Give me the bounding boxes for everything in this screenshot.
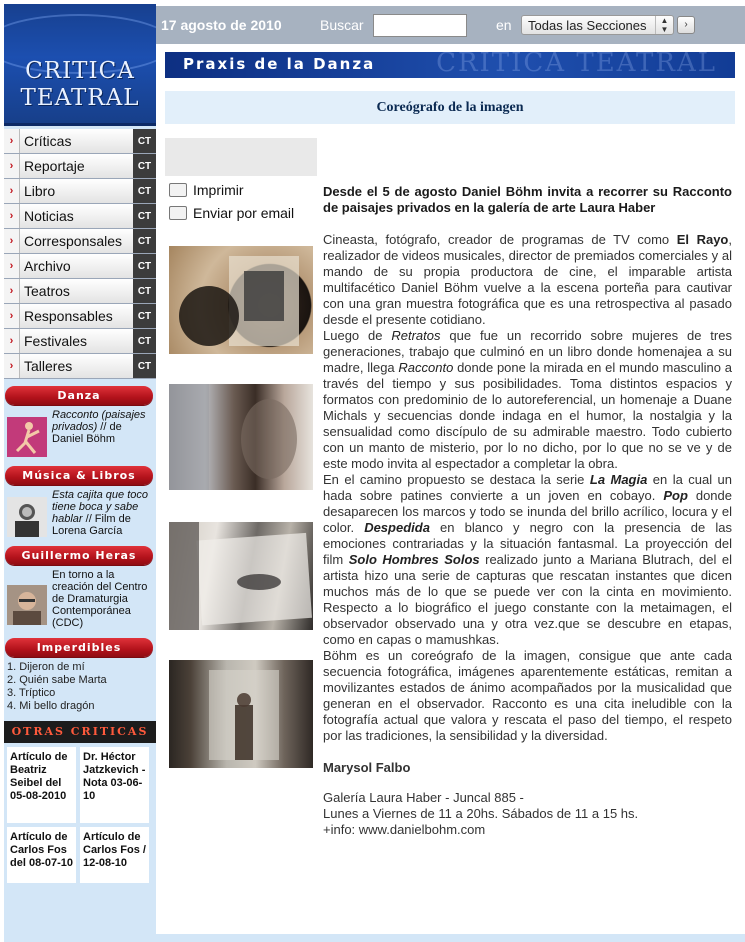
nav-item-label: Reportaje (20, 154, 133, 178)
text-run-bold-italic: Pop (663, 488, 688, 503)
paragraph (323, 328, 732, 472)
imperdibles-list (4, 657, 156, 713)
otras-criticas-link[interactable]: Artículo de Beatriz Seibel del 05-08-2010 (7, 747, 76, 823)
arrow-icon: › (4, 304, 20, 328)
text-run: en la cual un hada sobre patines convierte a un joven en cobayo. (323, 472, 733, 503)
nav-item-corresponsales[interactable] (4, 229, 156, 254)
list-item[interactable]: 3. Tríptico (7, 687, 56, 699)
arrow-icon: › (4, 254, 20, 278)
feature-musica-text[interactable] (52, 489, 154, 537)
section-header-imperdibles[interactable]: Imperdibles (5, 638, 153, 657)
arrow-icon: › (4, 229, 20, 253)
otras-criticas-header: OTRAS CRITICAS (4, 721, 156, 743)
printer-icon (169, 183, 187, 197)
feature-byline: // de Daniel Böhm (52, 421, 122, 445)
footer-strip (156, 934, 745, 942)
feature-musica[interactable] (4, 485, 156, 539)
dancer-thumbnail[interactable] (7, 417, 47, 457)
arrow-icon: › (4, 129, 20, 153)
nav-item-label: Teatros (20, 279, 133, 303)
search-input[interactable] (373, 14, 467, 37)
nav-item-criticas[interactable] (4, 129, 156, 154)
text-run: en blanco y negro con la presencia de las emociones contrariadas y la situación fantasmal. La proyección del film (323, 520, 732, 567)
arrow-icon: › (4, 154, 20, 178)
arrow-icon: › (4, 204, 20, 228)
search-go-button[interactable]: › (677, 16, 695, 34)
nav-item-libro[interactable] (4, 179, 156, 204)
photo-book-lens (169, 246, 313, 354)
ct-badge: CT (133, 354, 156, 378)
nav-item-label: Críticas (20, 129, 133, 153)
nav-item-label: Festivales (20, 329, 133, 353)
feature-danza-text[interactable] (52, 409, 154, 457)
nav-item-festivales[interactable] (4, 329, 156, 354)
ct-badge: CT (133, 179, 156, 203)
otras-criticas-link[interactable]: Artículo de Carlos Fos / 12-08-10 (80, 827, 149, 883)
list-item[interactable]: 1. Dijeron de mí (7, 661, 85, 673)
ct-badge: CT (133, 304, 156, 328)
article-photo-3[interactable] (169, 522, 313, 630)
banner-title: Praxis de la Danza (183, 55, 376, 73)
article-lead: Desde el 5 de agosto Daniel Böhm invita a recorrer su Racconto de paisajes privados en la galería de arte Laura Haber (323, 184, 732, 215)
text-run: que fue un recorrido sobre mujeres de tres generaciones, trabajo que culminó en un libro donde homenajea a su madre, llega (323, 328, 732, 375)
text-run-italic: Racconto (398, 360, 454, 375)
portrait-thumbnail[interactable] (7, 497, 47, 537)
text-run-bold-italic: Solo Hombres Solos (348, 552, 480, 567)
section-header-danza[interactable]: Danza (5, 386, 153, 405)
text-run: En el camino propuesto se destaca la serie (323, 472, 590, 487)
nav-item-reportaje[interactable] (4, 154, 156, 179)
feature-guillermo-text[interactable]: En torno a la creación del Centro de Dramaturgia Contemporánea (CDC) (52, 569, 148, 629)
text-run-bold-italic: La Magia (589, 472, 648, 487)
top-bar (156, 6, 745, 44)
feature-byline: // Film de Lorena García (52, 513, 131, 537)
nav-item-label: Talleres (20, 354, 133, 378)
gallery-hours: Lunes a Viernes de 11 a 20hs. Sábados de 11 a 15 hs. (323, 806, 639, 821)
nav-item-responsables[interactable] (4, 304, 156, 329)
gallery-website[interactable]: +info: www.danielbohm.com (323, 822, 486, 837)
photo-window-city (169, 660, 313, 768)
email-link[interactable] (169, 205, 294, 221)
text-run: Luego de (323, 328, 392, 343)
paragraph (323, 472, 732, 648)
arrow-icon: › (4, 354, 20, 378)
nav-item-label: Noticias (20, 204, 133, 228)
ad-placeholder (165, 138, 317, 176)
ct-badge: CT (133, 129, 156, 153)
paragraph: Böhm es un coreógrafo de la imagen, consigue que ante cada secuencia fotográfica, imágenes aparentemente estáticas, remitan a movilizantes estados de ánimo acompañados por la musicalidad que generan en el observador. Racconto es una cita ineludible con la fotografía actual que valora y rescata el paso del tiempo, el respeto por las tradiciones, la sensibilidad y la diversidad. (323, 648, 732, 743)
current-date: 17 agosto de 2010 (161, 17, 282, 33)
otras-criticas-link[interactable]: Dr. Héctor Jatzkevich - Nota 03-06-10 (80, 747, 149, 823)
ct-badge: CT (133, 329, 156, 353)
select-arrows-icon: ▲ ▼ (655, 16, 673, 34)
search-in-label: en (496, 17, 512, 33)
text-run-italic: Retratos (391, 328, 441, 343)
gallery-info (323, 790, 732, 838)
paragraph (323, 232, 732, 328)
article-photo-1[interactable] (169, 246, 313, 354)
article-body (323, 184, 732, 838)
author-photo-thumbnail[interactable] (7, 585, 47, 625)
site-logo[interactable] (4, 4, 156, 126)
article-author: Marysol Falbo (323, 760, 411, 775)
text-run: realizado junto a Mariana Blutrach, del el artista hizo una serie de capturas que rescatan instantes que dicen muchos más de lo que se puede ver con la cinta en movimiento. Respecto a lo biográfico el juego constante con la metaimagen, el observador observado una y otra vez.que se descubre en etapas, como en capas o mamushkas. (323, 552, 732, 647)
nav-item-noticias[interactable] (4, 204, 156, 229)
main-nav (4, 129, 156, 379)
nav-item-archivo[interactable] (4, 254, 156, 279)
logo-text (4, 58, 156, 112)
search-label: Buscar (320, 17, 364, 33)
feature-guillermo[interactable] (4, 565, 156, 631)
logo-line-1: CRITICA (25, 58, 135, 84)
section-select-value: Todas las Secciones (528, 17, 647, 33)
feature-danza[interactable] (4, 405, 156, 459)
logo-line-2: TEATRAL (20, 85, 140, 111)
nav-item-label: Corresponsales (20, 229, 133, 253)
ct-badge: CT (133, 154, 156, 178)
nav-item-label: Responsables (20, 304, 133, 328)
text-run-bold: El Rayo (676, 232, 729, 247)
section-header-guillermo-heras[interactable]: Guillermo Heras (5, 546, 153, 565)
feature-title: Esta cajita que toco tiene boca y sabe hablar (52, 489, 149, 525)
section-select[interactable] (521, 15, 674, 35)
text-run: donde desaparecen los marcos y todo se inunda del brillo acrílico, locura y el color. (323, 488, 732, 535)
ct-badge: CT (133, 204, 156, 228)
print-link[interactable] (169, 182, 244, 198)
section-banner (165, 52, 735, 78)
text-run: , realizador de videos musicales, director de premiados comerciales y al mando de su propia productora de cine, el imparable artista multifacético Daniel Böhm vuelve a la escena porteña para cautivar con una gran muestra fotográfica que es una retrospectiva al pasado desde el presente cotidiano. (323, 232, 733, 327)
envelope-icon (169, 206, 187, 220)
nav-item-teatros[interactable] (4, 279, 156, 304)
article-text (323, 232, 732, 744)
text-run: Cineasta, fotógrafo, creador de programas de TV como (323, 232, 677, 247)
print-label: Imprimir (193, 182, 244, 198)
photo-face-reflection (169, 384, 313, 490)
list-item[interactable]: 2. Quién sabe Marta (7, 674, 107, 686)
ct-badge: CT (133, 229, 156, 253)
arrow-icon: › (4, 179, 20, 203)
photo-reader-book (169, 522, 313, 630)
nav-item-label: Libro (20, 179, 133, 203)
article-photo-4[interactable] (169, 660, 313, 768)
arrow-icon: › (4, 279, 20, 303)
list-item[interactable]: 4. Mi bello dragón (7, 700, 95, 712)
article-title: Coreógrafo de la imagen (165, 91, 735, 124)
otras-criticas-grid (4, 743, 156, 883)
banner-watermark: CRITICA TEATRAL (436, 52, 717, 78)
gallery-address: Galería Laura Haber - Juncal 885 - (323, 790, 524, 805)
sidebar (4, 4, 156, 942)
otras-criticas-link[interactable]: Artículo de Carlos Fos del 08-07-10 (7, 827, 76, 883)
feature-title: Racconto (paisajes privados) (52, 409, 146, 433)
ct-badge: CT (133, 279, 156, 303)
text-run: donde pone la mirada en el mundo masculino a través del tiempo y sus posibilidades. Toma distintos espacios y formatos con predominio de lo autoreferencial, un homenaje a Duane Michals y secuencias donde indaga en el humor, la nostalgia y la sensualidad como discípulo de su admirable maestro. Todo cubierto con un manto de misterio, por lo no dicho, por lo que no se ve y de este modo invita al espectador a completar la obra. (323, 360, 732, 471)
nav-item-label: Archivo (20, 254, 133, 278)
arrow-icon: › (4, 329, 20, 353)
text-run-bold-italic: Despedida (364, 520, 430, 535)
email-label: Enviar por email (193, 205, 295, 221)
section-header-musica[interactable]: Música & Libros (5, 466, 153, 485)
ct-badge: CT (133, 254, 156, 278)
article-photo-2[interactable] (169, 384, 313, 490)
nav-item-talleres[interactable] (4, 354, 156, 379)
